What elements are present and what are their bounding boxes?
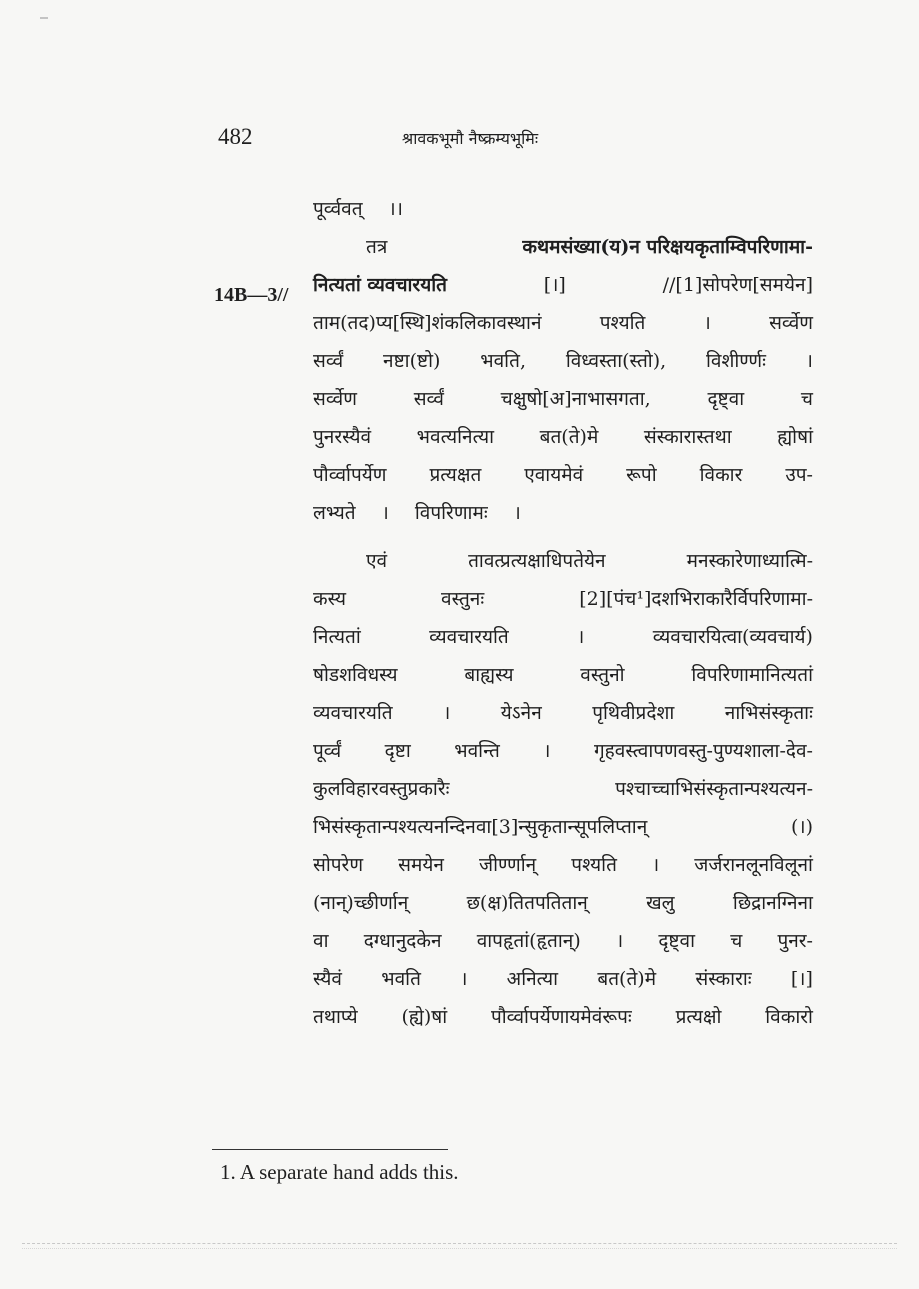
- word: ।: [513, 502, 521, 524]
- scan-speck: [40, 17, 48, 19]
- word: पुनरस्यैवं: [313, 426, 372, 448]
- word: तथाप्ये: [313, 1006, 358, 1028]
- word: खलु: [646, 892, 675, 914]
- word: सर्व्वेण: [769, 312, 813, 334]
- word: तावत्प्रत्यक्षाधिपतेयेन: [468, 550, 606, 572]
- word: (।): [790, 816, 813, 838]
- word: ।: [805, 350, 813, 372]
- word: तत्र: [366, 236, 388, 258]
- word: ।: [652, 854, 660, 876]
- text-line: [313, 960, 813, 998]
- text-line: [313, 922, 813, 960]
- word: प्रत्यक्षत: [429, 464, 482, 486]
- word: (ह्ये)षां: [401, 1006, 448, 1028]
- word: ।: [703, 312, 711, 334]
- text-line: [313, 694, 813, 732]
- word: पश्चाच्चाभिसंस्कृतान्पश्यत्यन-: [615, 778, 813, 800]
- word: नाभिसंस्कृताः: [724, 702, 813, 724]
- word: ।।: [388, 198, 403, 220]
- text-line: [313, 998, 813, 1036]
- word: व्यवचारयित्वा(व्यवचार्य): [652, 626, 813, 648]
- word: संस्कारास्तथा: [643, 426, 732, 448]
- word: वस्तुनः: [441, 588, 485, 610]
- word: भवति: [381, 968, 421, 990]
- word: (नान्)च्छीर्णान्: [313, 892, 409, 914]
- word: विध्वस्ता(स्तो),: [565, 350, 667, 372]
- word: भवत्यनित्या: [416, 426, 495, 448]
- word: ।: [577, 626, 585, 648]
- word: सर्व्वं: [313, 350, 344, 372]
- word: वस्तुनो: [580, 664, 625, 686]
- word: कथमसंख्या(य)न परिक्षयकृताम्विपरिणामा-: [522, 236, 813, 258]
- word: छ(क्ष)तितपतितान्: [466, 892, 588, 914]
- word: नित्यतां व्यवचारयति: [313, 274, 447, 296]
- text-line: [313, 808, 813, 846]
- text-line: [313, 656, 813, 694]
- word: [2][पंच¹]दशभिराकारैर्विपरिणामा-: [579, 588, 813, 610]
- text-line: [313, 770, 813, 808]
- word: प्रत्यक्षो: [675, 1006, 722, 1028]
- word: पौर्व्वापर्येणायमेवंरूपः: [490, 1006, 632, 1028]
- running-title: श्रावकभूमौ नैष्क्रम्यभूमिः: [401, 129, 539, 148]
- word: छिद्रानग्निना: [732, 892, 813, 914]
- word: च: [730, 930, 743, 952]
- word: भिसंस्कृतान्पश्यत्यनन्दिनवा[3]न्सुकृतान्सूपलिप्तान्: [313, 816, 648, 838]
- word: पश्यति: [571, 854, 617, 876]
- word: रूपो: [626, 464, 657, 486]
- footnote-rule: [212, 1149, 448, 1150]
- word: उप-: [785, 464, 813, 486]
- word: ।: [381, 502, 389, 524]
- text-line: [313, 456, 813, 494]
- word: ।: [615, 930, 624, 952]
- word: व्यवचारयति: [313, 702, 393, 724]
- word: दृष्ट्वा: [707, 388, 745, 410]
- word: चक्षुषो[अ]नाभासगता,: [500, 388, 651, 410]
- word: [।]: [543, 274, 566, 296]
- word: च: [800, 388, 813, 410]
- text-line: [313, 266, 813, 304]
- word: ।: [460, 968, 468, 990]
- text-line: [313, 732, 813, 770]
- word: लभ्यते: [313, 502, 356, 524]
- scan-bottom-edge: [22, 1243, 897, 1249]
- text-line: [313, 342, 813, 380]
- word: विपरिणामः: [414, 502, 488, 524]
- text-line: [313, 228, 813, 266]
- word: समयेन: [398, 854, 444, 876]
- word: वा: [313, 930, 329, 952]
- text-line: [313, 846, 813, 884]
- word: //[1]सोपरेण[समयेन]: [662, 274, 813, 296]
- word: विशीर्ण्णः: [705, 350, 766, 372]
- text-line: [313, 380, 813, 418]
- word: बत(ते)मे: [539, 426, 599, 448]
- word: बत(ते)मे: [597, 968, 657, 990]
- word: पश्यति: [599, 312, 646, 334]
- word: वापहृतां(हृतान्): [476, 930, 581, 952]
- word: जीर्ण्णान्: [478, 854, 537, 876]
- word: जर्जरानलूनविलूनां: [694, 854, 813, 876]
- word: पृथिवीप्रदेशा: [592, 702, 675, 724]
- word: भवन्ति: [454, 740, 500, 762]
- word: स्यैवं: [313, 968, 342, 990]
- word: भवति,: [480, 350, 526, 372]
- word: ।: [443, 702, 451, 724]
- word: ।: [543, 740, 551, 762]
- word: विकार: [699, 464, 743, 486]
- word: कुलविहारवस्तुप्रकारैः: [313, 778, 450, 800]
- sanskrit-text-block: [313, 190, 813, 1036]
- word: दृष्टा: [384, 740, 411, 762]
- text-line: [313, 190, 813, 228]
- word: संस्काराः: [695, 968, 752, 990]
- word: कस्य: [313, 588, 347, 610]
- word: दृष्ट्वा: [658, 930, 695, 952]
- word: मनस्कारेणाध्यात्मि-: [686, 550, 813, 572]
- word: [।]: [790, 968, 813, 990]
- word: पुनर-: [777, 930, 813, 952]
- word: बाह्यस्य: [464, 664, 514, 686]
- word: पौर्व्वापर्येण: [313, 464, 387, 486]
- word: विपरिणामानित्यतां: [691, 664, 813, 686]
- word: एवायमेवं: [524, 464, 584, 486]
- text-line: [313, 304, 813, 342]
- manuscript-folio-reference: 14B—3//: [214, 284, 289, 306]
- text-line: [313, 884, 813, 922]
- text-line: [313, 580, 813, 618]
- footnote: 1. A separate hand adds this.: [220, 1160, 459, 1184]
- word: सर्व्वं: [413, 388, 444, 410]
- text-line: [313, 542, 813, 580]
- word: दग्धानुदकेन: [363, 930, 442, 952]
- word: येऽनेन: [500, 702, 542, 724]
- word: सर्व्वेण: [313, 388, 357, 410]
- word: व्यवचारयति: [429, 626, 509, 648]
- word: एवं: [366, 550, 388, 572]
- word: षोडशविधस्य: [313, 664, 398, 686]
- word: पूर्व्ववत्: [313, 198, 363, 220]
- text-line: [313, 418, 813, 456]
- word: ताम(तद)प्य[स्थि]शंकलिकावस्थानं: [313, 312, 542, 334]
- text-line: [313, 618, 813, 656]
- word: पूर्व्वं: [313, 740, 342, 762]
- word: विकारो: [765, 1006, 813, 1028]
- word: सोपरेण: [313, 854, 364, 876]
- word: गृहवस्त्वापणवस्तु-पुण्यशाला-देव-: [593, 740, 813, 762]
- text-line: [313, 494, 813, 532]
- word: अनित्या: [506, 968, 559, 990]
- word: नित्यतां: [313, 626, 361, 648]
- word: नष्टा(ष्टो): [383, 350, 441, 372]
- word: ह्योषां: [777, 426, 813, 448]
- page-number: 482: [218, 124, 253, 149]
